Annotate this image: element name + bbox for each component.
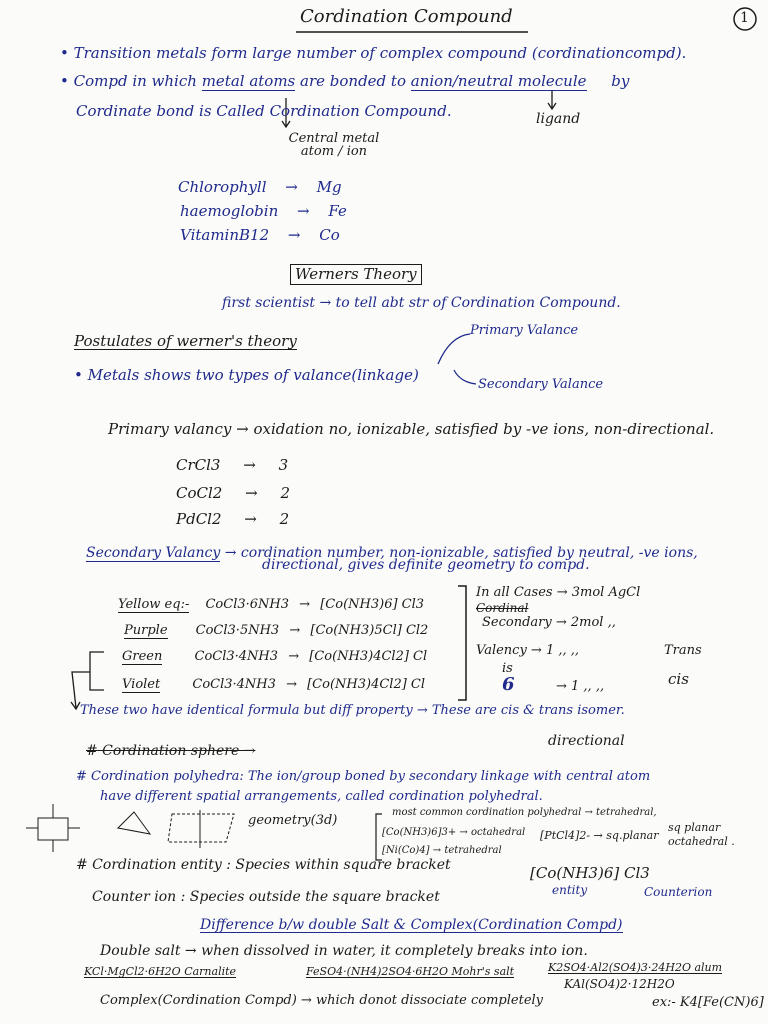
intro-bonded: are bonded to [300, 72, 406, 90]
secondary-label: Secondary Valancy [86, 545, 221, 561]
arrow-icon: → [299, 597, 311, 612]
complex-formula: CoCl3·4NH3 [192, 677, 276, 692]
complex-definition: Complex(Cordination Compd) → which donot dissociate completely [100, 993, 544, 1008]
cordination-entity: # Cordination entity : Species within square bracket [76, 857, 451, 873]
postulates-heading: Postulates of werner's theory [74, 332, 297, 350]
complex-row-purple [124, 624, 428, 637]
complex-color: Violet [122, 677, 161, 692]
page-title: Cordination Compound [300, 6, 513, 27]
formula: PdCl2 [176, 510, 222, 528]
note-trans: Trans [664, 643, 702, 658]
arrow-icon: → [243, 456, 256, 474]
primary-desc: oxidation no, ionizable, satisfied by -ve ions, non-directional. [253, 420, 715, 438]
complex-bracket: [Co(NH3)4Cl2] Cl [307, 677, 426, 692]
intro-metal-atoms: metal atoms [201, 72, 296, 90]
note-valency: Valency → 1 ,, ,, [476, 643, 580, 658]
page-number: 1 [740, 10, 749, 26]
double-salt: Double salt → when dissolved in water, it completely breaks into ion. [100, 943, 588, 959]
example-name: haemoglobin [180, 202, 279, 220]
complex-row-green [122, 650, 427, 663]
complex-bracket: [Co(NH3)6] Cl3 [320, 597, 425, 612]
arrow-icon: → [288, 649, 300, 664]
complex-color: Green [122, 649, 163, 664]
entity-label: entity [552, 883, 588, 897]
note-cordinal-struck: Cordinal [476, 601, 529, 615]
note-last: → 1 ,, ,, [556, 679, 605, 694]
primary-label: Primary valancy → [108, 420, 249, 438]
example-name: VitaminB12 [180, 226, 270, 244]
example-haemoglobin [180, 204, 347, 219]
intro-line-1: • Transition metals form large number of complex compound (cordinationcompd). [60, 44, 687, 62]
difference-heading: Difference b/w double Salt & Complex(Cordination Compd) [200, 917, 623, 933]
arrow-icon: → [286, 677, 297, 692]
intro-cordination-compound: Cordination Compound. [269, 102, 452, 120]
ptcl-example: [PtCl4]2- → sq.planar [540, 829, 659, 842]
note-all-cases: In all Cases → 3mol AgCl [476, 585, 641, 600]
alum-2: KAl(SO4)2·12H2O [564, 977, 675, 991]
arrow-icon: → [285, 178, 298, 196]
metals-valance: • Metals shows two types of valance(linkage) [74, 366, 419, 384]
value: 2 [279, 510, 290, 528]
directional-label: directional [548, 733, 625, 749]
note-is: is [502, 661, 513, 676]
secondary-desc-1: → cordination number, non-ionizable, satisfied by neutral, -ve ions, [224, 545, 698, 561]
primary-valance-label: Primary Valance [470, 323, 579, 338]
intro-line-2 [60, 74, 629, 89]
value: 3 [278, 456, 289, 474]
tet-example: [Ni(Co)4] → tetrahedral [382, 845, 502, 856]
counterion-label: Counterion [644, 885, 713, 899]
arrow-icon: → [287, 226, 301, 244]
example-metal: Co [319, 226, 340, 244]
example-name: Chlorophyll [178, 178, 267, 196]
intro-anion: anion/neutral molecule [410, 72, 587, 90]
oct-example: [Co(NH3)6]3+ → octahedral [382, 827, 526, 838]
werner-first-scientist: first scientist → to tell abt str of Cordination Compound. [222, 295, 621, 311]
primary-valancy [108, 422, 714, 437]
note-cis: cis [668, 670, 689, 688]
octahedral: octahedral . [668, 835, 735, 848]
primary-item-pdcl2 [176, 512, 289, 527]
intro-called: Cordinate bond is Called [76, 102, 265, 120]
example-vitamin [180, 228, 340, 243]
isomer-note: These two have identical formula but diff property → These are cis & trans isomer. [80, 703, 625, 718]
note-secondary: Secondary → 2mol ,, [482, 615, 616, 630]
complex-example: ex:- K4[Fe(CN)6] [652, 995, 764, 1010]
polyhedra-line-2: have different spatial arrangements, called cordination polyhedral. [100, 789, 543, 804]
carnalite: KCl·MgCl2·6H2O Carnalite [84, 965, 237, 978]
arrow-icon: → [289, 623, 301, 638]
entity-example: [Co(NH3)6] Cl3 [530, 864, 650, 882]
central-metal-label: Central metal atom / ion [288, 131, 380, 159]
arrow-icon: → [297, 202, 310, 220]
example-metal: Fe [328, 202, 347, 220]
note-six: 6 [502, 674, 515, 695]
arrow-icon: → [244, 510, 257, 528]
formula: CrCl3 [176, 456, 221, 474]
intro-by: by [611, 72, 630, 90]
secondary-valance-label: Secondary Valance [478, 377, 604, 392]
mohr-salt: FeSO4·(NH4)2SO4·6H2O Mohr's salt [306, 965, 515, 978]
primary-item-crcl3 [176, 458, 288, 473]
complex-formula: CoCl3·5NH3 [195, 623, 280, 638]
ligand-label: ligand [536, 111, 581, 127]
polyhedra-line-1: # Cordination polyhedra: The ion/group boned by secondary linkage with central atom [76, 769, 651, 784]
intro-compd: • Compd in which [60, 72, 197, 90]
arrow-icon: → [245, 484, 258, 502]
werner-heading: Werners Theory [290, 264, 422, 285]
formula: CoCl2 [176, 484, 223, 502]
intro-line-3 [76, 104, 452, 119]
complex-color: Yellow eq:- [118, 597, 190, 612]
example-metal: Mg [316, 178, 342, 196]
primary-item-cocl2 [176, 486, 290, 501]
complex-formula: CoCl3·4NH3 [194, 649, 279, 664]
most-common: most common cordination polyhedral → tetrahedral, [392, 807, 657, 818]
struck-heading: # Cordination sphere → [86, 743, 256, 759]
value: 2 [280, 484, 291, 502]
secondary-desc-2: directional, gives definite geometry to compd. [262, 557, 590, 573]
complex-formula: CoCl3·6NH3 [205, 597, 290, 612]
counter-ion: Counter ion : Species outside the square bracket [92, 889, 440, 905]
complex-row-yellow [118, 598, 424, 611]
geometry-label: geometry(3d) [248, 813, 338, 828]
complex-bracket: [Co(NH3)5Cl] Cl2 [310, 623, 429, 638]
complex-bracket: [Co(NH3)4Cl2] Cl [309, 649, 428, 664]
example-chlorophyll [178, 180, 342, 195]
complex-color: Purple [124, 623, 168, 638]
alum-1: K2SO4·Al2(SO4)3·24H2O alum [548, 961, 723, 974]
complex-row-violet [122, 678, 425, 691]
sq-planar: sq planar [668, 821, 721, 834]
